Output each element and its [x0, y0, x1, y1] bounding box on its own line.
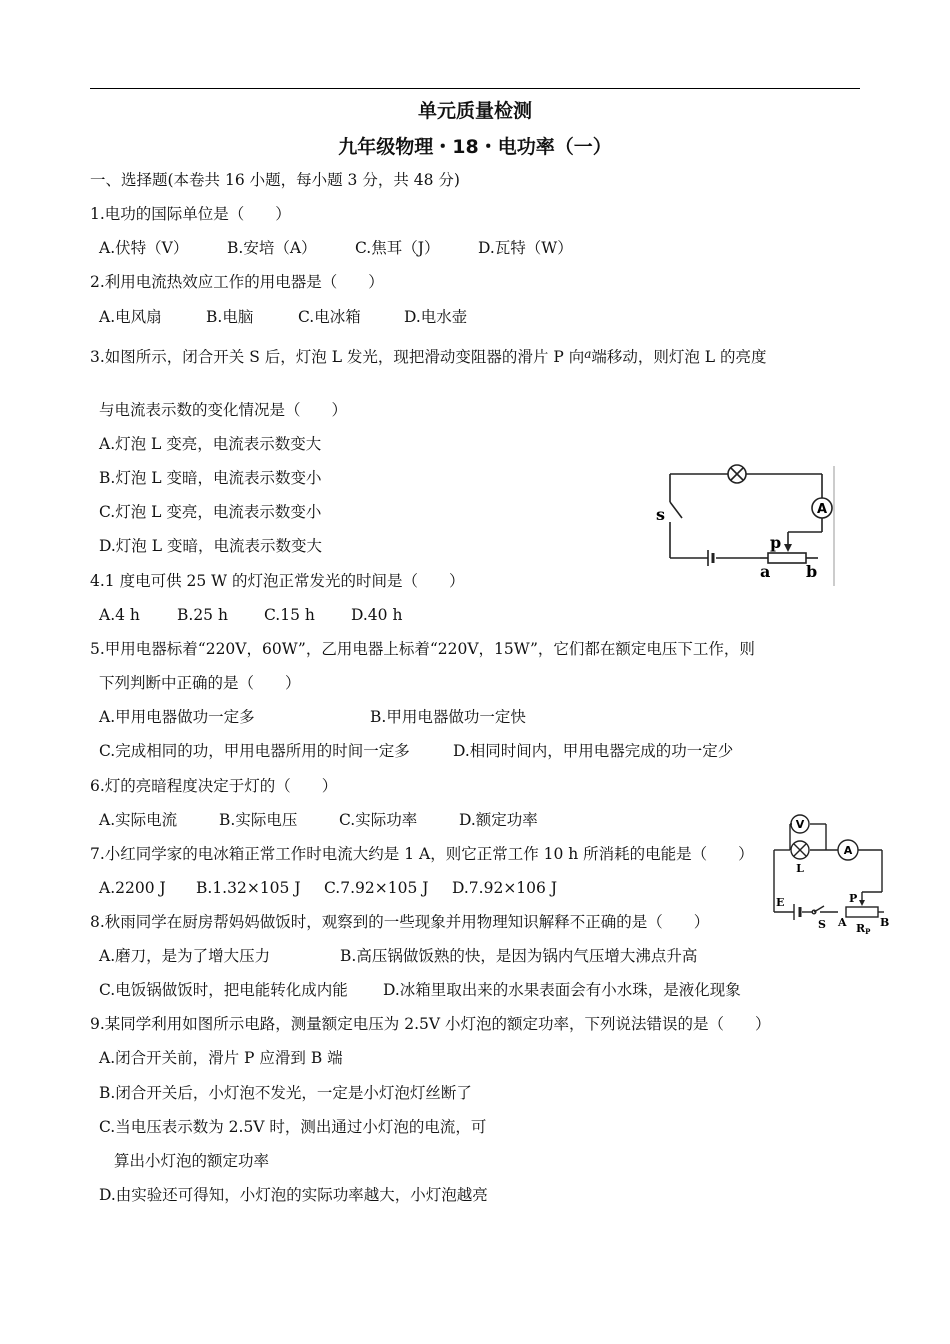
battery-icon [794, 904, 800, 920]
q2-option-c: C.电冰箱 [298, 308, 361, 326]
q3-option-d: D.灯泡 L 变暗，电流表示数变大 [99, 537, 322, 555]
ammeter-icon [812, 498, 832, 518]
q9-circuit-diagram [762, 812, 892, 936]
q6-option-a: A.实际电流 [99, 811, 178, 829]
lamp-icon [791, 841, 809, 859]
lamp-label: L [796, 862, 804, 875]
q8-option-d: D.冰箱里取出来的水果表面会有小水珠，是液化现象 [383, 981, 741, 999]
q3-stem [90, 344, 767, 367]
terminal-a-label: a [760, 562, 771, 581]
q4-stem: 4.1 度电可供 25 W 的灯泡正常发光的时间是（ ） [90, 572, 465, 590]
q7-stem: 7.小红同学家的电冰箱正常工作时电流大约是 1 A，则它正常工作 10 h 所消耗的电能是（ ） [90, 845, 754, 863]
q3-stem-part1: 3.如图所示，闭合开关 S 后，灯泡 L 发光，现把滑动变阻器的滑片 P 向 [90, 348, 585, 366]
svg-text:A: A [816, 502, 828, 517]
q2-option-b: B.电脑 [206, 308, 254, 326]
q3-stem-line2: 与电流表示数的变化情况是（ ） [99, 401, 348, 419]
q2-option-d: D.电水壶 [404, 308, 468, 326]
q1-stem: 1.电功的国际单位是（ ） [90, 205, 291, 223]
q3-stem-part2: 端移动，则灯泡 L 的亮度 [591, 348, 767, 366]
q8-option-c: C.电饭锅做饭时，把电能转化成内能 [99, 981, 348, 999]
q1-option-c: C.焦耳（J） [355, 239, 440, 257]
q5-stem: 5.甲用电器标着“220V，60W”，乙用电器上标着“220V，15W”，它们都在额定电压下工作，则 [90, 640, 755, 658]
section-heading: 一、选择题(本卷共 16 小题，每小题 3 分，共 48 分) [90, 171, 460, 189]
q7-option-b: B.1.32×105 J [196, 879, 301, 897]
switch-label: S [818, 918, 826, 931]
q6-option-d: D.额定功率 [459, 811, 538, 829]
q9-option-a: A.闭合开关前，滑片 P 应滑到 B 端 [99, 1049, 343, 1067]
q9-option-b: B.闭合开关后，小灯泡不发光，一定是小灯泡灯丝断了 [99, 1084, 472, 1102]
q8-option-a: A.磨刀，是为了增大压力 [99, 947, 271, 965]
q3-option-b: B.灯泡 L 变暗，电流表示数变小 [99, 469, 322, 487]
switch-label: s [656, 505, 666, 524]
lamp-icon [728, 465, 746, 483]
q9-stem: 9.某同学利用如图所示电路，测量额定电压为 2.5V 小灯泡的额定功率，下列说法错误的是（ ） [90, 1015, 771, 1033]
battery-icon [708, 550, 713, 566]
terminal-b-label: B [880, 916, 890, 929]
header-rule [90, 88, 860, 89]
q3-option-a: A.灯泡 L 变亮，电流表示数变大 [99, 435, 322, 453]
q3-option-c: C.灯泡 L 变亮，电流表示数变小 [99, 503, 322, 521]
q7-option-c: C.7.92×105 J [324, 879, 429, 897]
q4-option-c: C.15 h [264, 606, 315, 624]
q1-option-a: A.伏特（V） [99, 239, 189, 257]
q5-stem-line2: 下列判断中正确的是（ ） [99, 674, 301, 692]
q6-option-b: B.实际电压 [219, 811, 298, 829]
ammeter-icon [838, 840, 858, 860]
q4-option-d: D.40 h [351, 606, 403, 624]
q5-option-d: D.相同时间内，甲用电器完成的功一定少 [453, 742, 734, 760]
q7-option-a: A.2200 J [99, 879, 166, 897]
q3-stem-variable: a [584, 347, 592, 361]
q9-option-c: C.当电压表示数为 2.5V 时，测出通过小灯泡的电流，可 [99, 1118, 487, 1136]
q6-option-c: C.实际功率 [339, 811, 418, 829]
page-subtitle: 九年级物理・18・电功率（一） [338, 136, 612, 158]
page-title: 单元质量检测 [417, 100, 532, 122]
q8-stem: 8.秋雨同学在厨房帮妈妈做饭时，观察到的一些现象并用物理知识解释不正确的是（ ） [90, 913, 710, 931]
slider-label: p [770, 533, 782, 552]
q1-option-b: B.安培（A） [227, 239, 317, 257]
q5-option-a: A.甲用电器做功一定多 [99, 708, 255, 726]
q4-option-b: B.25 h [177, 606, 228, 624]
q9-option-d: D.由实验还可得知，小灯泡的实际功率越大，小灯泡越亮 [99, 1186, 488, 1204]
svg-text:V: V [795, 818, 805, 831]
q2-option-a: A.电风扇 [99, 308, 162, 326]
q2-stem: 2.利用电流热效应工作的用电器是（ ） [90, 273, 384, 291]
slider-label: P [849, 892, 858, 905]
rheostat-label: RP [856, 922, 871, 936]
battery-label: E [776, 896, 785, 909]
terminal-a-label: A [838, 916, 847, 929]
q6-stem: 6.灯的亮暗程度决定于灯的（ ） [90, 777, 338, 795]
q4-option-a: A.4 h [99, 606, 140, 624]
svg-text:A: A [843, 844, 853, 857]
q1-option-d: D.瓦特（W） [478, 239, 573, 257]
q8-option-b: B.高压锅做饭熟的快，是因为锅内气压增大沸点升高 [340, 947, 698, 965]
q5-option-c: C.完成相同的功，甲用电器所用的时间一定多 [99, 742, 410, 760]
q3-circuit-diagram [650, 460, 840, 588]
terminal-b-label: b [806, 562, 818, 581]
q7-option-d: D.7.92×106 J [452, 879, 558, 897]
q5-option-b: B.甲用电器做功一定快 [370, 708, 526, 726]
slider-arrow-icon [784, 544, 792, 552]
slider-arrow-icon [859, 900, 865, 906]
q9-option-c-line2: 算出小灯泡的额定功率 [114, 1152, 270, 1170]
voltmeter-icon [791, 815, 809, 833]
